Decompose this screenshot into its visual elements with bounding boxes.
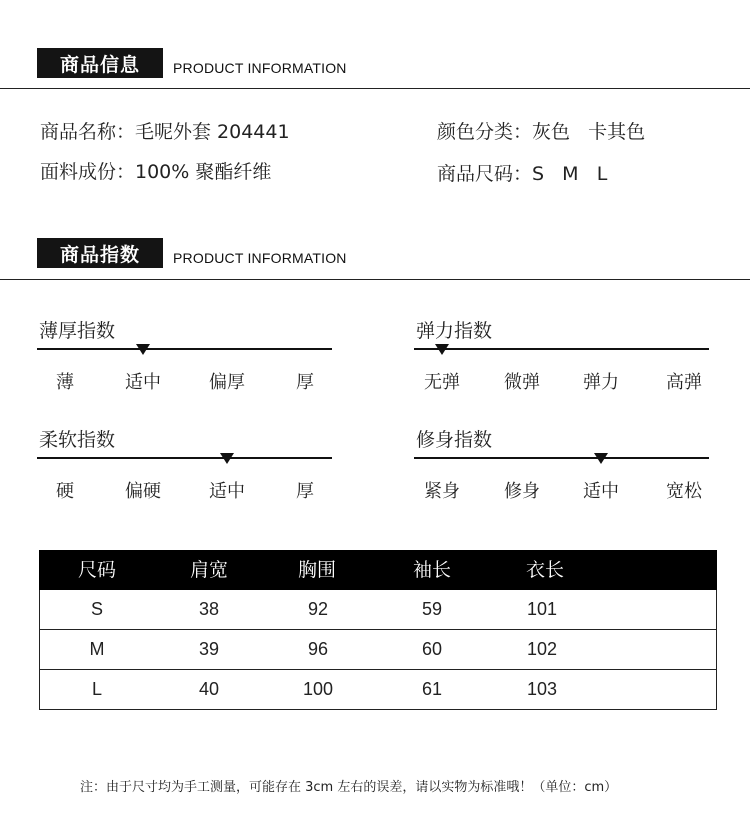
section-badge-product-index: 商品指数 — [37, 238, 163, 268]
index-title: 修身指数 — [416, 429, 493, 451]
header-shoulder: 肩宽 — [189, 559, 228, 581]
index-level-label: 适中 — [209, 481, 245, 502]
section-divider — [0, 279, 750, 280]
header-length: 衣长 — [525, 559, 564, 581]
cell: 103 — [526, 679, 558, 699]
index-scale-line — [414, 348, 709, 350]
cell: 59 — [421, 599, 443, 619]
cell: 100 — [302, 679, 334, 699]
cell: 60 — [421, 639, 443, 659]
index-level-label: 偏硬 — [125, 481, 161, 502]
cell: 96 — [307, 639, 329, 659]
index-title: 柔软指数 — [39, 429, 116, 451]
table-row — [39, 590, 717, 630]
index-level-label: 弹力 — [583, 372, 619, 393]
product-size: 商品尺码：S M L — [437, 163, 608, 185]
product-color: 颜色分类：灰色 卡其色 — [437, 121, 646, 143]
index-marker-icon — [220, 453, 234, 464]
product-name: 商品名称：毛呢外套 204441 — [40, 121, 290, 143]
cell: M — [89, 639, 105, 659]
index-level-label: 微弹 — [504, 372, 540, 393]
cell: 40 — [198, 679, 220, 699]
section-subtitle: PRODUCT INFORMATION — [173, 60, 347, 76]
header-size: 尺码 — [77, 559, 116, 581]
index-level-label: 硬 — [56, 481, 74, 502]
index-level-label: 适中 — [583, 481, 619, 502]
product-fabric: 面料成份：100% 聚酯纤维 — [40, 161, 272, 183]
index-level-label: 无弹 — [424, 372, 460, 393]
index-level-label: 适中 — [125, 372, 161, 393]
cell: 92 — [307, 599, 329, 619]
index-scale-line — [37, 348, 332, 350]
index-title: 弹力指数 — [416, 320, 493, 342]
section-badge-product-info: 商品信息 — [37, 48, 163, 78]
index-level-label: 厚 — [296, 372, 314, 393]
index-level-label: 厚 — [296, 481, 314, 502]
index-level-label: 高弹 — [666, 372, 702, 393]
cell: S — [90, 599, 103, 619]
index-level-label: 偏厚 — [209, 372, 245, 393]
index-level-label: 紧身 — [424, 481, 460, 502]
cell: 39 — [198, 639, 220, 659]
table-row — [39, 670, 717, 710]
header-chest: 胸围 — [297, 559, 336, 581]
size-table-header — [39, 550, 717, 590]
index-title: 薄厚指数 — [39, 320, 116, 342]
index-level-label: 修身 — [504, 481, 540, 502]
index-marker-icon — [594, 453, 608, 464]
index-marker-icon — [136, 344, 150, 355]
index-level-label: 宽松 — [666, 481, 702, 502]
cell: 101 — [526, 599, 558, 619]
cell: 102 — [526, 639, 558, 659]
table-row — [39, 630, 717, 670]
cell: L — [91, 679, 102, 699]
index-level-label: 薄 — [56, 372, 74, 393]
index-scale-line — [37, 457, 332, 459]
cell: 38 — [198, 599, 220, 619]
size-table — [39, 550, 717, 708]
section-divider — [0, 88, 750, 89]
header-sleeve: 袖长 — [412, 559, 451, 581]
index-scale-line — [414, 457, 709, 459]
cell: 61 — [421, 679, 443, 699]
index-marker-icon — [435, 344, 449, 355]
measurement-note: 注：由于尺寸均为手工测量，可能存在 3cm 左右的误差，请以实物为标准哦！（单位：cm） — [80, 780, 618, 795]
section-subtitle: PRODUCT INFORMATION — [173, 250, 347, 266]
